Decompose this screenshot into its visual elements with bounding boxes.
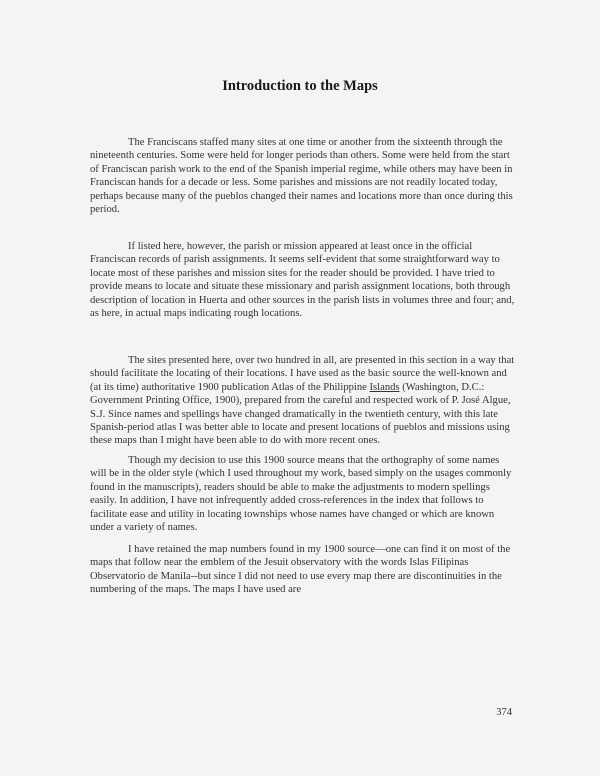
paragraph-4 <box>90 454 518 534</box>
paragraph-1 <box>90 136 518 216</box>
paragraph-5-text: I have retained the map numbers found in my 1900 source—one can find it on most of the maps that follow near the emblem of the Jesuit observatory with the words Islas Filipinas Observatorio de Manila--but since I did not need to use every map there are discontinuities in the numbering of the maps. The maps I have used are <box>90 544 511 596</box>
paragraph-2-text: If listed here, however, the parish or mission appeared at least once in the official Franciscan records of parish assignments. It seems self-evident that some straightforward way to locate most of these parishes and mission sites for the reader should be provided. I have tried to provide means to locate and situate these missionary and parish assignment locations, both through description of location in Huerta and other sources in the parish lists in volumes three and four; and, as here, in actual maps indicating rough locations. <box>90 241 515 320</box>
paragraph-1-text: The Franciscans staffed many sites at one time or another from the sixteenth through the nineteenth centuries. Some were held for longer periods than others. Some were held from the start of Franciscan parish work to the end of the Spanish imperial regime, while others may have been in Franciscan hands for a decade or less. Some parishes and missions are not readily located today, perhaps because many of the pueblos changed their names and locations more than once during this period. <box>90 137 513 216</box>
paragraph-4-text: Though my decision to use this 1900 source means that the orthography of some names will be in the older style (which I used throughout my work, based simply on the usages commonly found in the manuscripts), readers should be able to make the adjustments to modern spellings easily. In addition, I have not infrequently added cross-references in the index that follows to facilitate ease and utility in locating townships whose names have changed or which are known under a variety of names. <box>90 455 512 534</box>
paragraph-2 <box>90 240 518 320</box>
page-number: 374 <box>496 707 512 718</box>
paragraph-3 <box>90 354 518 448</box>
paragraph-5 <box>90 543 518 597</box>
paragraph-3-text-after: (Washington, D.C.: Government Printing Office, 1900), prepared from the careful and respected work of P. José Algue, S.J. Since names and spellings have changed dramatically in the twentieth century, with this late Spanish-period atlas I was better able to locate and present locations of pueblos and missions using these maps than I might have been able to do with more recent ones. <box>90 381 511 447</box>
page-title: Introduction to the Maps <box>222 78 378 94</box>
atlas-title-underlined: Islands <box>369 381 400 393</box>
paragraph-3-text-before: The sites presented here, over two hundred in all, are presented in this section in a way that should facilitate the locating of their locations. I have used as the basic source the well-known and (at its time) authoritative 1900 publication Atlas of the Philippine <box>90 355 515 393</box>
